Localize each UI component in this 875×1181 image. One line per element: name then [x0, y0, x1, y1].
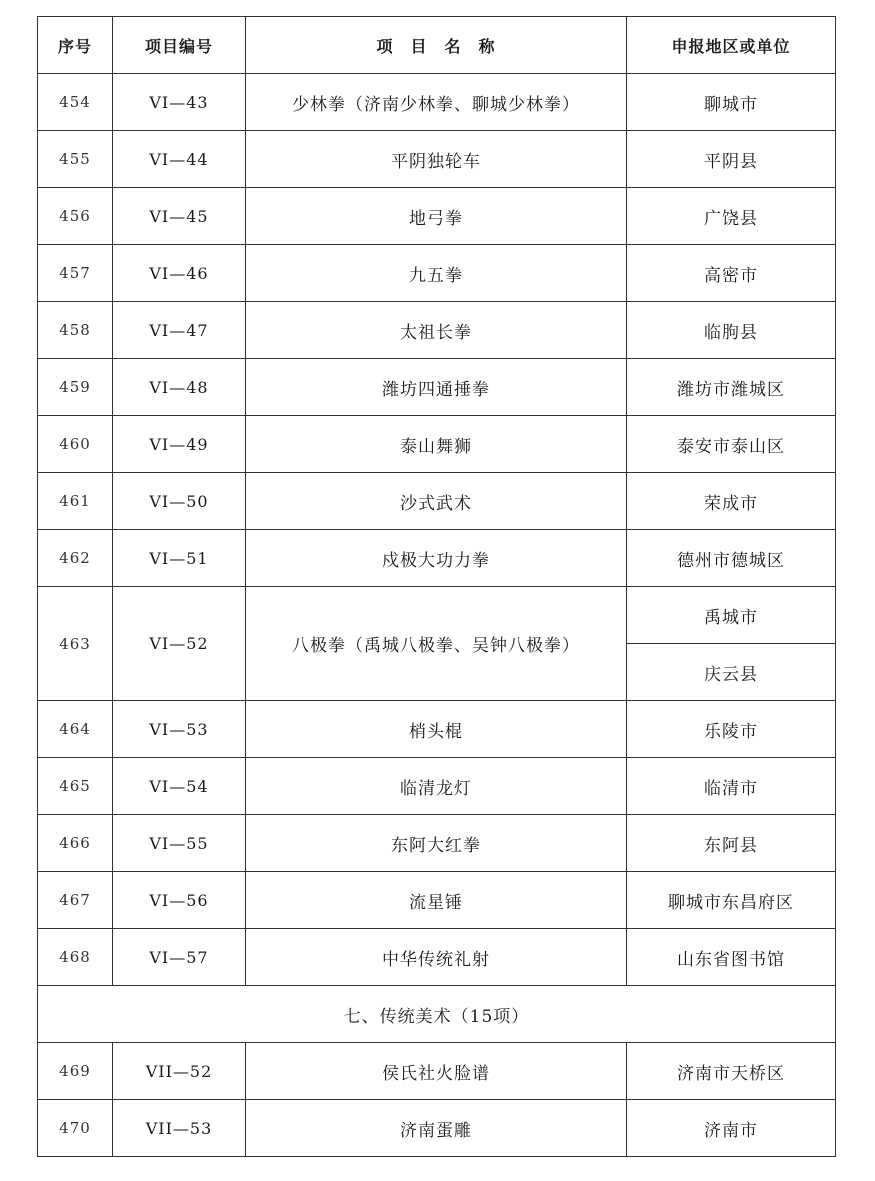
section-row [38, 986, 836, 1043]
row-name: 泰山舞狮 [246, 416, 627, 473]
row-name: 少林拳（济南少林拳、聊城少林拳） [246, 74, 627, 131]
row-code: VI—53 [113, 701, 246, 758]
table-row [38, 74, 836, 131]
table-row [38, 131, 836, 188]
row-no: 456 [38, 188, 113, 245]
row-region: 济南市 [627, 1100, 836, 1157]
table-row [38, 302, 836, 359]
row-code: VI—45 [113, 188, 246, 245]
row-no: 460 [38, 416, 113, 473]
row-code: VI—54 [113, 758, 246, 815]
table-row [38, 188, 836, 245]
row-region: 德州市德城区 [627, 530, 836, 587]
section-title: 七、传统美术（15项） [38, 986, 836, 1043]
table-row [38, 359, 836, 416]
table-row [38, 416, 836, 473]
row-name: 济南蛋雕 [246, 1100, 627, 1157]
row-no: 458 [38, 302, 113, 359]
row-no: 465 [38, 758, 113, 815]
row-region: 济南市天桥区 [627, 1043, 836, 1100]
row-no: 454 [38, 74, 113, 131]
row-no: 462 [38, 530, 113, 587]
row-region: 高密市 [627, 245, 836, 302]
row-name: 地弓拳 [246, 188, 627, 245]
table-row [38, 758, 836, 815]
row-no: 466 [38, 815, 113, 872]
row-code: VI—48 [113, 359, 246, 416]
row-region: 临朐县 [627, 302, 836, 359]
row-region: 东阿县 [627, 815, 836, 872]
row-region: 聊城市东昌府区 [627, 872, 836, 929]
row-region: 潍坊市潍城区 [627, 359, 836, 416]
table-header-row [38, 17, 836, 74]
row-name: 梢头棍 [246, 701, 627, 758]
table-row [38, 929, 836, 986]
heritage-table [37, 16, 836, 1157]
row-no: 455 [38, 131, 113, 188]
row-code: VI—43 [113, 74, 246, 131]
row-code: VI—52 [113, 587, 246, 701]
row-no: 463 [38, 587, 113, 701]
row-no: 470 [38, 1100, 113, 1157]
table-row [38, 872, 836, 929]
row-code: VII—52 [113, 1043, 246, 1100]
table-row [38, 245, 836, 302]
heritage-list-sheet [37, 16, 835, 1157]
row-code: VI—46 [113, 245, 246, 302]
row-name: 平阴独轮车 [246, 131, 627, 188]
row-name: 东阿大红拳 [246, 815, 627, 872]
row-name: 侯氏社火脸谱 [246, 1043, 627, 1100]
table-row [38, 530, 836, 587]
header-code: 项目编号 [113, 17, 246, 74]
table-row [38, 1100, 836, 1157]
row-no: 469 [38, 1043, 113, 1100]
table-row [38, 587, 836, 644]
row-code: VI—47 [113, 302, 246, 359]
row-no: 467 [38, 872, 113, 929]
row-no: 459 [38, 359, 113, 416]
row-no: 464 [38, 701, 113, 758]
row-region: 临清市 [627, 758, 836, 815]
row-region: 荣成市 [627, 473, 836, 530]
table-row [38, 1043, 836, 1100]
row-name: 戍极大功力拳 [246, 530, 627, 587]
row-name: 潍坊四通捶拳 [246, 359, 627, 416]
row-region: 山东省图书馆 [627, 929, 836, 986]
row-code: VI—44 [113, 131, 246, 188]
row-region: 广饶县 [627, 188, 836, 245]
row-code: VI—57 [113, 929, 246, 986]
row-region: 泰安市泰山区 [627, 416, 836, 473]
row-region: 禹城市 [627, 587, 836, 644]
header-region: 申报地区或单位 [627, 17, 836, 74]
row-no: 457 [38, 245, 113, 302]
header-no: 序号 [38, 17, 113, 74]
row-no: 461 [38, 473, 113, 530]
row-region: 庆云县 [627, 644, 836, 701]
row-name: 九五拳 [246, 245, 627, 302]
row-region: 乐陵市 [627, 701, 836, 758]
table-row [38, 815, 836, 872]
table-row [38, 473, 836, 530]
row-name: 沙式武术 [246, 473, 627, 530]
table-body [38, 74, 836, 1157]
header-name: 项 目 名 称 [246, 17, 627, 74]
table-row [38, 701, 836, 758]
row-code: VI—56 [113, 872, 246, 929]
row-code: VI—50 [113, 473, 246, 530]
row-region: 聊城市 [627, 74, 836, 131]
row-name: 中华传统礼射 [246, 929, 627, 986]
row-code: VII—53 [113, 1100, 246, 1157]
row-name: 临清龙灯 [246, 758, 627, 815]
row-no: 468 [38, 929, 113, 986]
row-code: VI—49 [113, 416, 246, 473]
row-name: 八极拳（禹城八极拳、吴钟八极拳） [246, 587, 627, 701]
row-region: 平阴县 [627, 131, 836, 188]
row-name: 太祖长拳 [246, 302, 627, 359]
row-code: VI—51 [113, 530, 246, 587]
row-code: VI—55 [113, 815, 246, 872]
row-name: 流星锤 [246, 872, 627, 929]
